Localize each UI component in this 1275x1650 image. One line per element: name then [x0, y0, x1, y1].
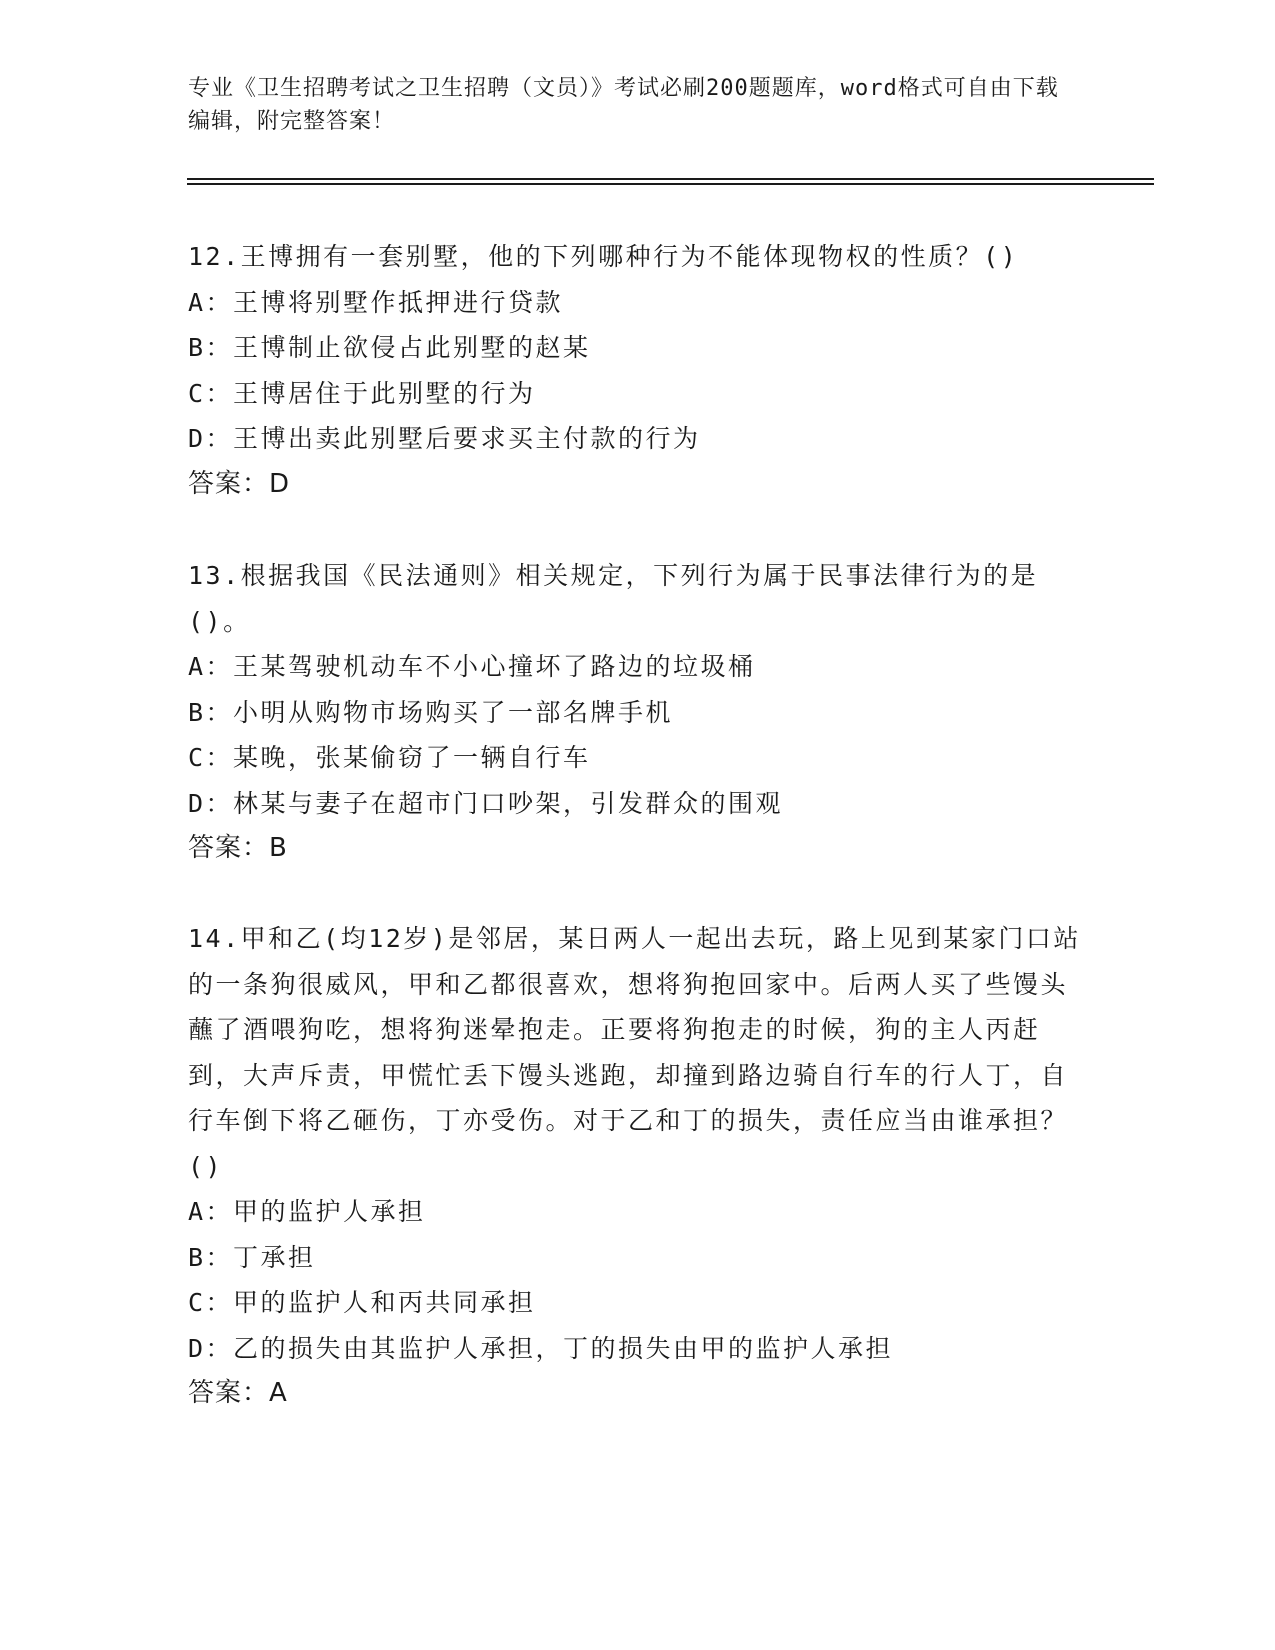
option-b: B：王博制止欲侵占此别墅的赵某	[188, 333, 591, 362]
option-d: D：林某与妻子在超市门口吵架，引发群众的围观	[188, 788, 784, 818]
header-text: 专业《卫生招聘考试之卫生招聘（文员）》考试必刷200题题库，word格式可自由下载编辑，附完整答案！	[188, 76, 1059, 134]
option-c: C：某晚，张某偷窃了一辆自行车	[188, 743, 591, 772]
header-rule-bottom	[187, 183, 1154, 185]
option-a: A：王某驾驶机动车不小心撞坏了路边的垃圾桶	[188, 652, 756, 681]
question-14	[188, 916, 1088, 1417]
question-12	[188, 234, 1088, 507]
document-header	[188, 72, 1068, 138]
question-stem: 14.甲和乙(均12岁)是邻居，某日两人一起出去玩，路上见到某家门口站的一条狗很威风，甲和乙都很喜欢，想将狗抱回家中。后两人买了些馒头蘸了酒喂狗吃，想将狗迷晕抱走。正要将狗抱走的时候，狗的主人丙赶到，大声斥责，甲慌忙丢下馒头逃跑，却撞到路边骑自行车的行人丁，自行车倒下将乙砸伤，丁亦受伤。对于乙和丁的损失，责任应当由谁承担？()	[188, 924, 1081, 1181]
option-c: C：王博居住于此别墅的行为	[188, 378, 536, 408]
question-stem: 13.根据我国《民法通则》相关规定，下列行为属于民事法律行为的是()。	[188, 561, 1039, 636]
option-d: D：王博出卖此别墅后要求买主付款的行为	[188, 424, 701, 453]
option-a: A：王博将别墅作抵押进行贷款	[188, 287, 564, 317]
option-b: B：丁承担	[188, 1242, 316, 1272]
question-13	[188, 553, 1088, 872]
answer-line: 答案：B	[188, 833, 288, 863]
option-d: D：乙的损失由其监护人承担，丁的损失由甲的监护人承担	[188, 1333, 894, 1363]
option-b: B：小明从购物市场购买了一部名牌手机	[188, 697, 674, 727]
answer-line: 答案：D	[188, 468, 291, 499]
question-stem: 12.王博拥有一套别墅，他的下列哪种行为不能体现物权的性质？()	[188, 242, 1019, 271]
option-c: C：甲的监护人和丙共同承担	[188, 1288, 536, 1317]
option-a: A：甲的监护人承担	[188, 1197, 426, 1226]
answer-line: 答案：A	[188, 1378, 288, 1408]
header-rule-top	[187, 178, 1154, 180]
